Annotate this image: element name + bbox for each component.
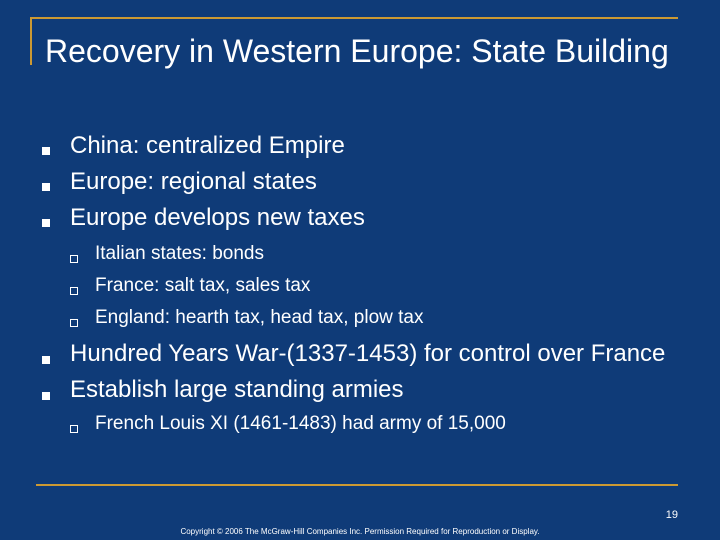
bullet-item: Hundred Years War-(1337-1453) for control over France xyxy=(70,340,666,367)
sub-bullet-item: French Louis XI (1461-1483) had army of 15,000 xyxy=(95,413,506,434)
bottom-divider xyxy=(36,484,678,486)
bullet-item: Europe develops new taxes xyxy=(70,204,365,231)
sub-bullet-item: England: hearth tax, head tax, plow tax xyxy=(95,307,424,328)
bullet-square-icon xyxy=(42,147,50,155)
bullet-item: Europe: regional states xyxy=(70,168,317,195)
sub-bullet-box-icon xyxy=(70,287,78,295)
page-number: 19 xyxy=(665,509,678,521)
bullet-item: Establish large standing armies xyxy=(70,376,404,403)
sub-bullet-box-icon xyxy=(70,319,78,327)
bullet-square-icon xyxy=(42,219,50,227)
sub-bullet-box-icon xyxy=(70,255,78,263)
left-divider xyxy=(30,17,32,65)
bullet-square-icon xyxy=(42,183,50,191)
sub-bullet-box-icon xyxy=(70,425,78,433)
copyright-notice: Copyright © 2006 The McGraw-Hill Companies Inc. Permission Required for Reproduction or Display. xyxy=(180,527,540,536)
bullet-item: China: centralized Empire xyxy=(70,132,345,159)
slide-title: Recovery in Western Europe: State Building xyxy=(45,33,669,69)
top-divider xyxy=(30,17,678,19)
bullet-square-icon xyxy=(42,392,50,400)
sub-bullet-item: France: salt tax, sales tax xyxy=(95,275,311,296)
bullet-square-icon xyxy=(42,356,50,364)
sub-bullet-item: Italian states: bonds xyxy=(95,243,264,264)
